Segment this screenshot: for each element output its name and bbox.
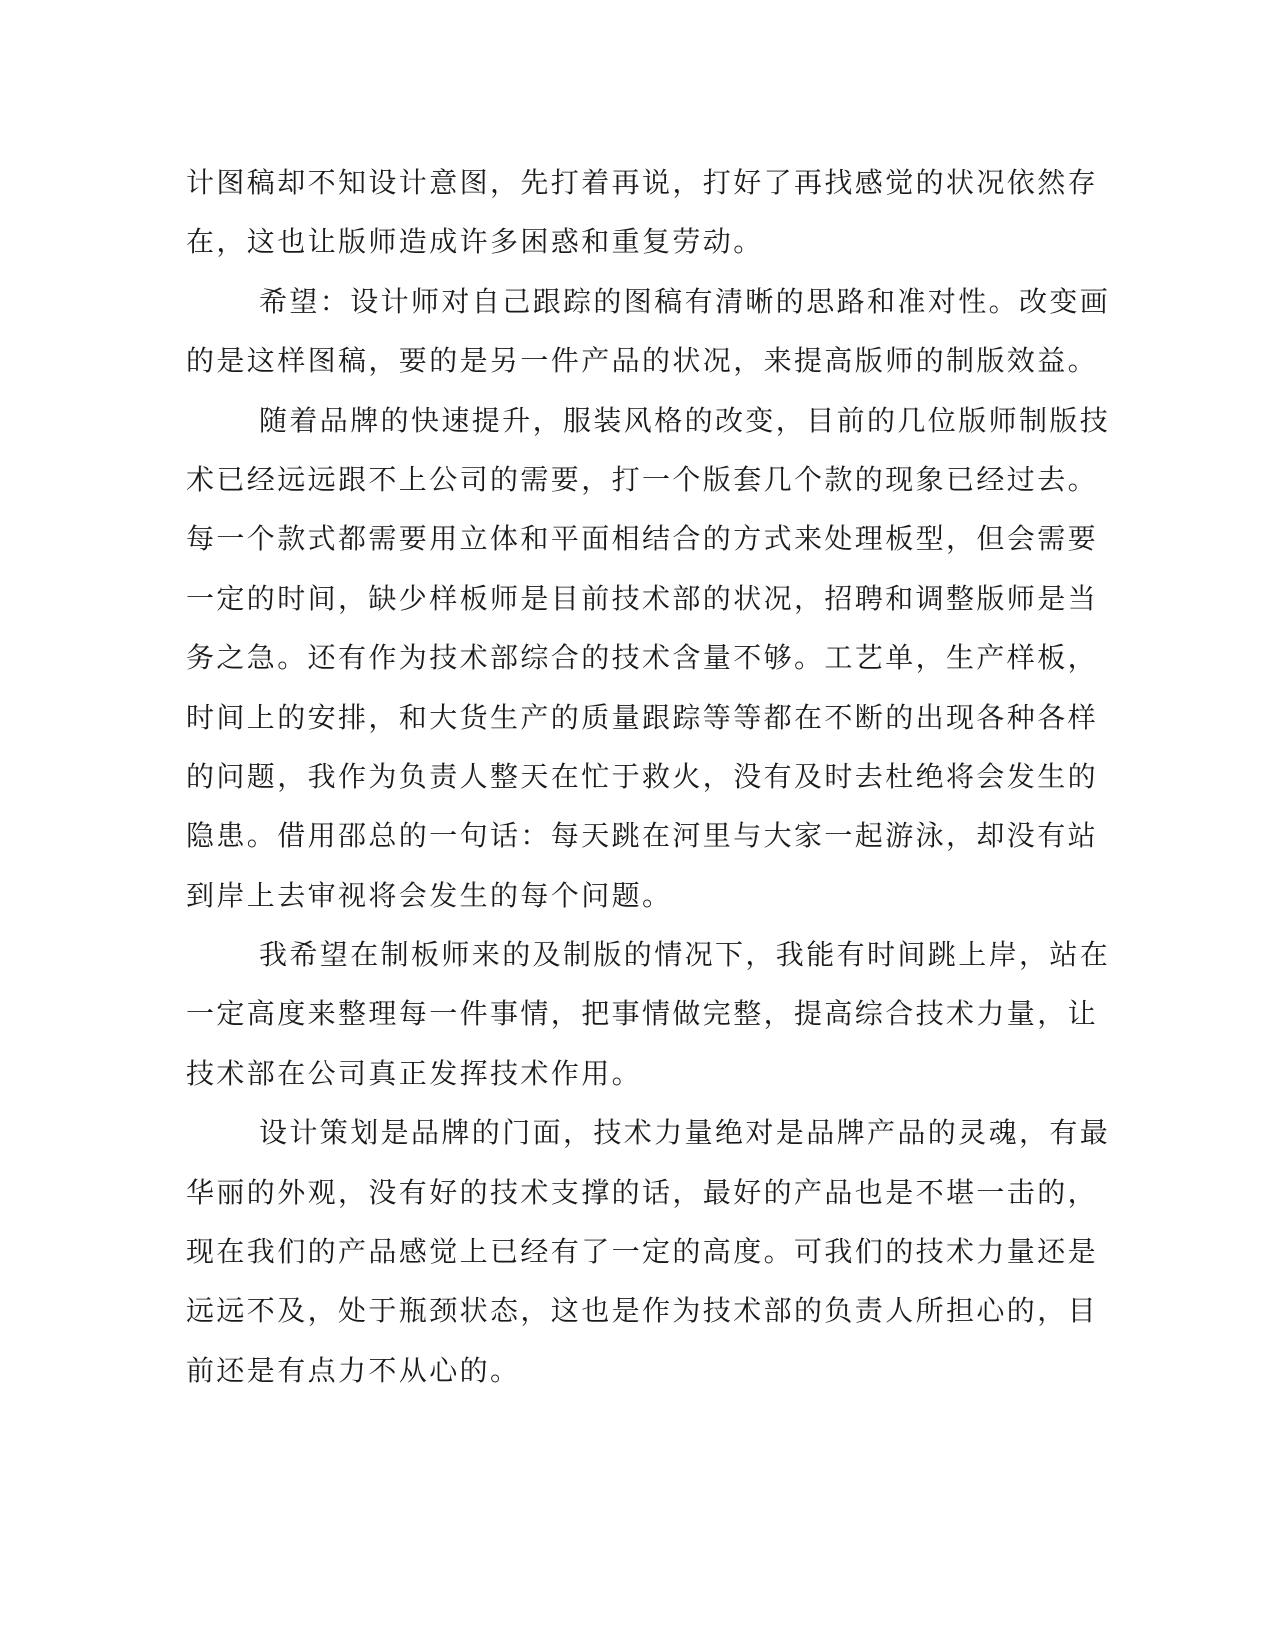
paragraph-start-line: 希望：设计师对自己跟踪的图稿有清晰的思路和准对性。改变画: [259, 284, 1111, 318]
text-line: 计图稿却不知设计意图，先打着再说，打好了再找感觉的状况依然存: [186, 166, 1099, 199]
text-line: 一定的时间，缺少样板师是目前技术部的状况，招聘和调整版师是当: [186, 581, 1099, 615]
text-line: 华丽的外观，没有好的技术支撑的话，最好的产品也是不堪一击的，: [186, 1175, 1099, 1209]
text-line: 每一个款式都需要用立体和平面相结合的方式来处理板型，但会需要: [186, 522, 1099, 556]
document-body: [186, 153, 1111, 1400]
text-line: 隐患。借用邵总的一句话：每天跳在河里与大家一起游泳，却没有站: [186, 819, 1099, 853]
text-line: 一定高度来整理每一件事情，把事情做完整，提高综合技术力量，让: [186, 997, 1099, 1031]
paragraph-start-line: 我希望在制板师来的及制版的情况下，我能有时间跳上岸，站在: [259, 938, 1111, 972]
text-line: 远远不及，处于瓶颈状态，这也是作为技术部的负责人所担心的，目: [186, 1294, 1099, 1328]
text-line: 的是这样图稿，要的是另一件产品的状况，来提高版师的制版效益。: [186, 344, 1099, 378]
text-line: 技术部在公司真正发挥技术作用。: [186, 1056, 643, 1090]
text-line: 时间上的安排，和大货生产的质量跟踪等等都在不断的出现各种各样: [186, 700, 1099, 734]
text-line: 术已经远远跟不上公司的需要，打一个版套几个款的现象已经过去。: [186, 462, 1099, 496]
text-line: 到岸上去审视将会发生的每个问题。: [186, 878, 673, 912]
text-line: 在，这也让版师造成许多困惑和重复劳动。: [186, 225, 764, 259]
text-line: 务之急。还有作为技术部综合的技术含量不够。工艺单，生产样板，: [186, 641, 1099, 675]
text-line: 现在我们的产品感觉上已经有了一定的高度。可我们的技术力量还是: [186, 1235, 1099, 1269]
text-line: 前还是有点力不从心的。: [186, 1353, 521, 1387]
paragraph-start-line: 随着品牌的快速提升，服装风格的改变，目前的几位版师制版技: [259, 403, 1111, 437]
text-line: 的问题，我作为负责人整天在忙于救火，没有及时去杜绝将会发生的: [186, 759, 1099, 793]
paragraph-start-line: 设计策划是品牌的门面，技术力量绝对是品牌产品的灵魂，有最: [259, 1116, 1111, 1150]
